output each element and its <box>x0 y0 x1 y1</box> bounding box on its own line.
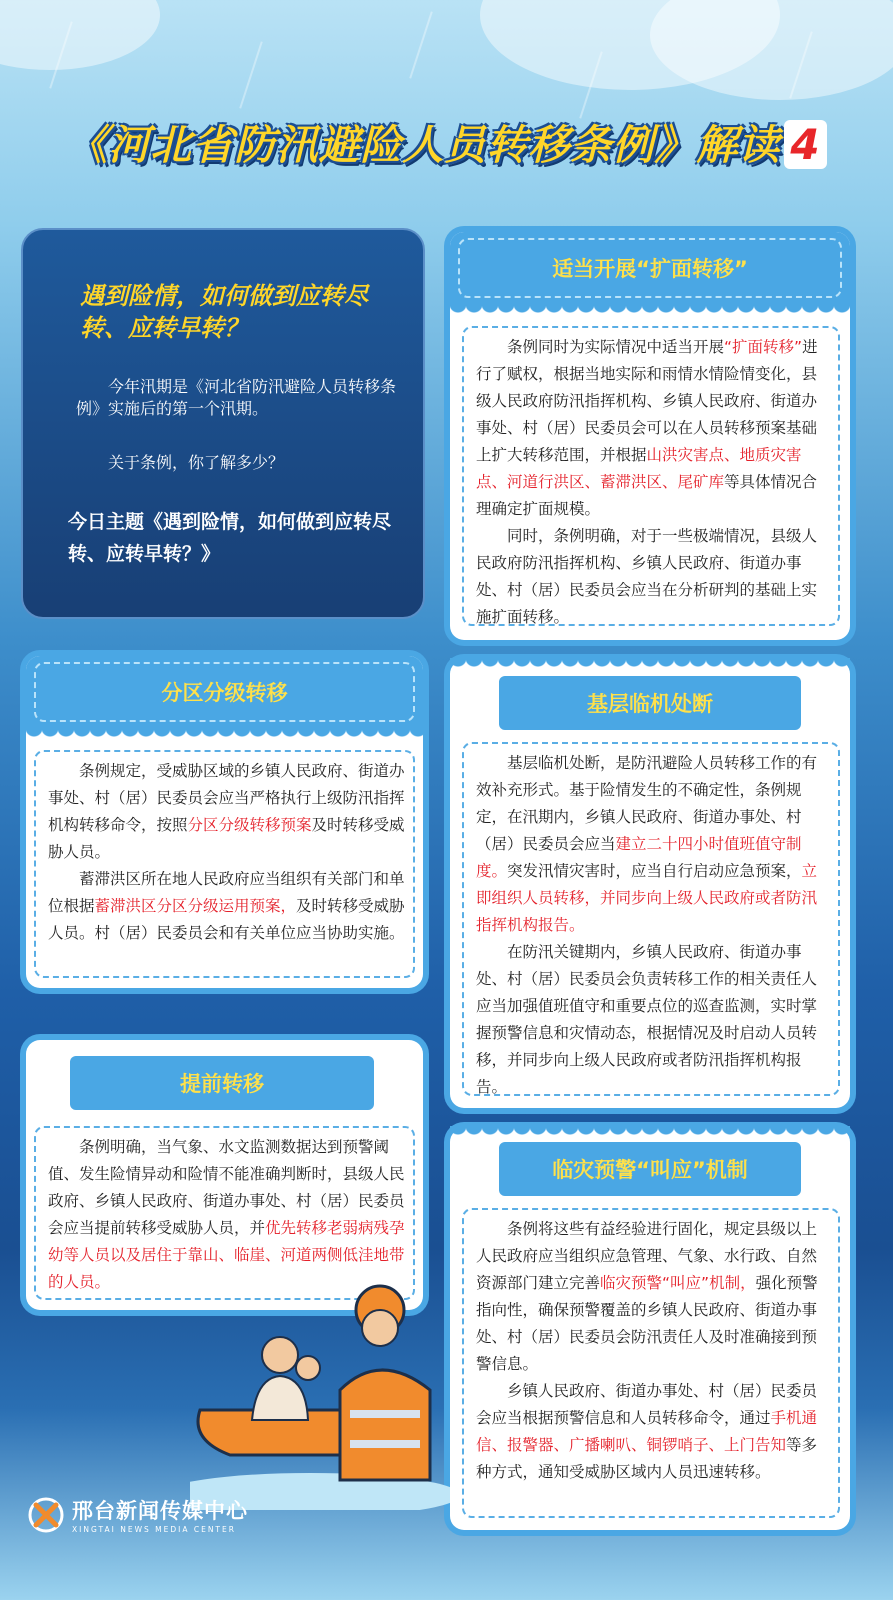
rescue-illustration <box>190 1280 450 1510</box>
section-paragraph <box>48 1134 405 1296</box>
child-head <box>296 1356 320 1380</box>
intro-paragraph: 今年汛期是《河北省防汛避险人员转移条例》实施后的第一个汛期。 <box>76 377 397 418</box>
text-run: 条例规定，受威胁区域的乡镇人民政府、街道办事处、村（居）民委员会应当严格执行上级防汛指挥机构转移命令，按照 <box>48 762 405 834</box>
text-run: 及时转移受威胁人员。村（居）民委员会和有关单位应当协助实施。 <box>48 897 405 942</box>
highlight-text: 立即组织人员转移，并同步向上级人民政府或者防汛指挥机构报告。 <box>476 862 818 934</box>
highlight-text: 山洪灾害点、地质灾害点、河道行洪区、蓄滞洪区、尾矿库 <box>476 446 802 491</box>
footer-logo <box>28 1495 248 1534</box>
section-body <box>34 750 415 978</box>
section-zoning-transfer <box>26 656 423 988</box>
text-run: 强化预警指向性，确保预警覆盖的乡镇人民政府、街道办事处、村（居）民委员会防汛责任人及时准确接到预警信息。 <box>476 1274 818 1373</box>
text-run: 突发汛情灾害时，应当自行启动应急预案， <box>507 862 802 880</box>
section-title: 分区分级转移 <box>161 681 288 705</box>
section-paragraph: 在防汛关键期内，乡镇人民政府、街道办事处、村（居）民委员会负责转移工作的相关责任人应当加强值班值守和重要点位的巡查监测，实时掌握预警信息和灾情动态，根据情况及时启动人员转移，并同步向上级人民政府或者防汛指挥机构报告。 <box>476 943 818 1096</box>
section-title: 基层临机处断 <box>587 692 713 716</box>
text-run: 等具体情况合理确定扩面规模。 <box>476 473 818 518</box>
background-cloud <box>0 0 160 70</box>
section-paragraph: 同时，条例明确，对于一些极端情况，县级人民政府防汛指挥机构、乡镇人民政府、街道办事处、村（居）民委员会应当在分析研判的基础上实施扩面转移。 <box>476 527 818 626</box>
text-run: 条例将这些有益经验进行固化，规定县级以上人民政府应当组织应急管理、气象、水行政、自然资源部门建立完善 <box>476 1220 818 1292</box>
media-center-logo-icon <box>28 1497 64 1533</box>
scallop-edge <box>450 658 850 672</box>
highlight-text: 临灾预警“叫应”机制， <box>600 1274 756 1292</box>
scallop-edge <box>450 1126 850 1140</box>
text-run: 条例同时为实际情况中适当开展 <box>507 338 725 356</box>
section-body <box>462 1208 840 1518</box>
section-header-frame <box>34 662 415 722</box>
rain-streak <box>409 11 433 78</box>
intro-theme: 今日主题《遇到险情，如何做到应转尽转、应转早转？》 <box>68 511 392 565</box>
logo-text <box>72 1495 248 1534</box>
scallop-edge <box>450 304 850 318</box>
section-paragraph <box>476 1378 830 1486</box>
section-paragraph <box>48 758 405 866</box>
section-body <box>462 742 840 1096</box>
logo-chinese-name: 邢台新闻传媒中心 <box>72 1499 248 1523</box>
intro-heading: 遇到险情，如何做到应转尽转、应转早转？ <box>80 282 368 342</box>
scallop-edge <box>26 728 423 742</box>
section-title: 适当开展“扩面转移” <box>552 257 748 281</box>
section-header <box>450 232 850 304</box>
highlight-text: “扩面转移” <box>724 338 803 356</box>
page-title-text: 《河北省防汛避险人员转移条例》解读 <box>66 121 781 169</box>
highlight-text: 分区分级转移预案 <box>187 816 312 834</box>
section-advance-transfer <box>26 1040 423 1310</box>
text-run: 蓄滞洪区所在地人民政府应当组织有关部门和单位根据 <box>48 870 405 915</box>
section-title: 临灾预警“叫应”机制 <box>552 1158 748 1182</box>
person-body <box>252 1376 308 1420</box>
section-header-frame <box>458 238 842 298</box>
section-expand-transfer <box>450 232 850 640</box>
background-cloud <box>650 0 893 100</box>
intro-card <box>21 228 425 619</box>
section-paragraph <box>48 866 405 947</box>
text-run: 等多种方式，通知受威胁区域内人员迅速转移。 <box>476 1436 818 1481</box>
text-run: 乡镇人民政府、街道办事处、村（居）民委员会应当根据预警信息和人员转移命令，通过 <box>476 1382 818 1427</box>
rescuer-face <box>362 1310 398 1346</box>
highlight-text: 建立二十四小时值班值守制度。 <box>476 835 802 880</box>
section-body <box>462 326 840 626</box>
text-run: 及时转移受威胁人员。 <box>48 816 405 861</box>
section-title: 提前转移 <box>180 1072 264 1096</box>
section-body <box>34 1126 415 1300</box>
vest-strap <box>350 1410 420 1418</box>
section-paragraph <box>476 1216 830 1378</box>
intro-question: 关于条例，你了解多少？ <box>108 453 285 472</box>
vest-strap <box>350 1440 420 1448</box>
issue-number-badge: 4 <box>784 120 826 169</box>
text-run: 条例明确，当气象、水文监测数据达到预警阈值、发生险情异动和险情不能准确判断时，县级人民政府、乡镇人民政府、街道办事处、村（居）民委员会应当提前转移受威胁人员，并 <box>48 1138 405 1237</box>
text-run: 进行了赋权，根据当地实际和雨情水情险情变化，县级人民政府防汛指挥机构、乡镇人民政府、街道办事处、村（居）民委员会可以在人员转移预案基础上扩大转移范围，并根据 <box>476 338 818 464</box>
rescuer-vest <box>340 1370 430 1480</box>
section-paragraph <box>476 334 830 523</box>
person-head <box>262 1337 298 1373</box>
logo-english-name: XINGTAI NEWS MEDIA CENTER <box>72 1525 236 1534</box>
rain-streak <box>239 41 263 108</box>
highlight-text: 手机通信、报警器、广播喇叭、铜锣哨子、上门告知 <box>476 1409 818 1454</box>
section-grassroots-decision <box>450 660 850 1108</box>
section-header <box>26 656 423 728</box>
section-title-pill <box>70 1056 374 1110</box>
page-title <box>0 112 893 171</box>
text-run: 基层临机处断，是防汛避险人员转移工作的有效补充形式。基于险情发生的不确定性，条例规定，在汛期内，乡镇人民政府、街道办事处、村（居）民委员会应当 <box>476 754 818 853</box>
highlight-text: 优先转移老弱病残孕幼等人员以及居住于靠山、临崖、河道两侧低洼地带的人员。 <box>48 1219 405 1291</box>
section-paragraph <box>476 750 830 939</box>
section-warning-mechanism <box>450 1128 850 1530</box>
section-title-pill <box>499 676 801 730</box>
highlight-text: 蓄滞洪区分区分级运用预案， <box>94 897 297 915</box>
section-title-pill <box>499 1142 801 1196</box>
